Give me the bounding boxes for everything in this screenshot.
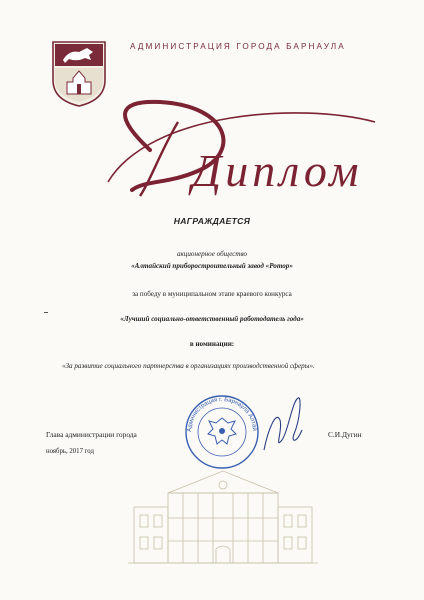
recipient-name: «Алтайский приборостроительный завод «Ротор»	[131, 262, 293, 270]
issue-date: ноябрь, 2017 год	[46, 448, 94, 455]
awarded-heading: НАГРАЖДАЕТСЯ	[173, 216, 251, 226]
signer-title: Глава администрации города	[46, 430, 137, 439]
diploma-title	[90, 92, 390, 204]
nomination-label: в номинации:	[189, 340, 235, 348]
nomination-text: «За развитие социального партнерства в организациях производственной сферы».	[62, 362, 315, 370]
diploma-title-text: Диплом	[192, 145, 363, 196]
award-reason: за победу в муниципальном этапе краевого конкурса	[132, 290, 292, 298]
signer-name: С.И.Дугин	[328, 430, 362, 439]
contest-name: «Лучший социально-ответственный работодатель года»	[120, 315, 304, 323]
city-hall-building-icon	[128, 463, 318, 573]
handwritten-signature	[258, 390, 308, 460]
russian-eagle-stamp-icon	[175, 392, 269, 470]
recipient-type: акционерное общество	[176, 250, 248, 258]
stamp-text: Администрация г. Барнаула Алтай	[186, 396, 258, 433]
margin-mark	[44, 312, 48, 313]
organization-header: АДМИНИСТРАЦИЯ ГОРОДА БАРНАУЛА	[130, 42, 346, 51]
